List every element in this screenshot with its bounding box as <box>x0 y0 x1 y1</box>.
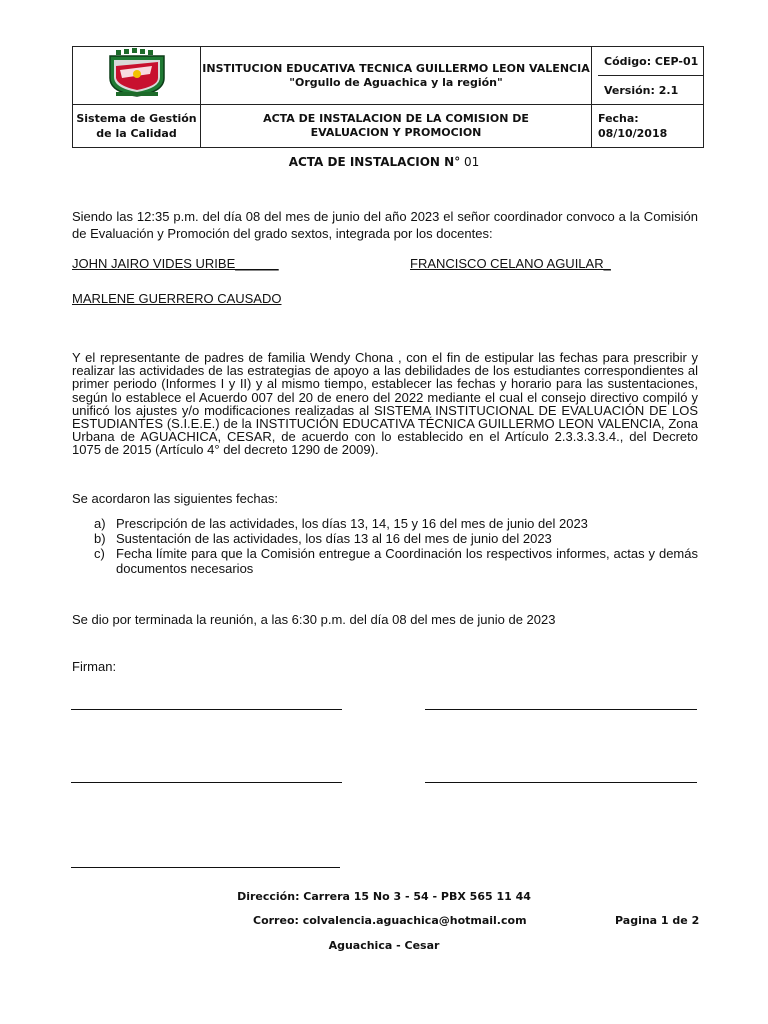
document-header <box>72 46 704 148</box>
quality-system-line2: de la Calidad <box>96 127 177 140</box>
document-code: Código: CEP-01 <box>604 54 699 68</box>
quality-system-cell <box>73 105 201 148</box>
school-crest-icon <box>104 48 170 98</box>
agreements-list <box>72 516 698 576</box>
teacher-name-1: JOHN JAIRO VIDES URIBE______ <box>72 256 279 271</box>
page-title-text: ACTA DE INSTALACION N° <box>288 155 461 169</box>
list-marker: a) <box>94 516 106 531</box>
closing-sentence: Se dio por terminada la reunión, a las 6:30 p.m. del día 08 del mes de junio de 2023 <box>72 612 556 627</box>
document-version: Versión: 2.1 <box>604 83 679 97</box>
footer-email: Correo: colvalencia.aguachica@hotmail.com <box>253 914 527 927</box>
list-marker: c) <box>94 546 105 561</box>
teacher-name-3: MARLENE GUERRERO CAUSADO <box>72 291 282 306</box>
signature-line <box>71 867 340 868</box>
doc-title-line1: ACTA DE INSTALACION DE LA COMISION DE <box>263 112 529 125</box>
signature-line <box>425 782 697 783</box>
list-item-text: Sustentación de las actividades, los días 13 al 16 del mes de junio del 2023 <box>116 531 552 546</box>
list-item <box>72 531 698 546</box>
act-number: 01 <box>464 155 480 169</box>
list-item <box>72 546 698 576</box>
doc-title-line2: EVALUACION Y PROMOCION <box>310 126 482 139</box>
signature-line <box>71 782 342 783</box>
footer-address: Dirección: Carrera 15 No 3 - 54 - PBX 565 11 44 <box>237 890 531 903</box>
list-item-text: Prescripción de las actividades, los días 13, 14, 15 y 16 del mes de junio del 2023 <box>116 516 588 531</box>
code-version-cell <box>592 47 704 105</box>
institution-name: INSTITUCION EDUCATIVA TECNICA GUILLERMO LEON VALENCIA <box>202 61 590 75</box>
teacher-name-2: FRANCISCO CELANO AGUILAR_ <box>410 256 611 271</box>
intro-paragraph: Siendo las 12:35 p.m. del día 08 del mes de junio del año 2023 el señor coordinador convoco a la Comisión de Evaluación y Promoción del grado sextos, integrada por los docentes: <box>72 209 698 241</box>
page-title <box>0 155 768 169</box>
logo-cell <box>73 47 201 105</box>
date-cell <box>592 105 704 148</box>
doc-title-cell <box>201 105 592 148</box>
quality-system-line1: Sistema de Gestión <box>76 112 197 125</box>
footer-city: Aguachica - Cesar <box>328 939 440 952</box>
institution-motto: "Orgullo de Aguachica y la región" <box>289 75 503 89</box>
date-value: 08/10/2018 <box>598 127 668 140</box>
body-paragraph: Y el representante de padres de familia Wendy Chona , con el fin de estipular las fechas para prescribir y realizar las actividades de las estrategias de apoyo a las debilidades de los estudiantes correspondientes al primer periodo (Informes I y II) y al mismo tiempo, establecer las fechas y horario para las sustentaciones, según lo establece el Acuerdo 007 del 20 de enero del 2022 mediante el cual el consejo directivo compiló y unificó los ajustes y/o modificaciones realizadas al SISTEMA INSTITUCIONAL DE EVALUACIÓN DE LOS ESTUDIANTES (S.I.E.E.) de la INSTITUCIÓN EDUCATIVA TÉCNICA GUILLERMO LEON VALENCIA, Zona Urbana de AGUACHICA, CESAR, de acuerdo con lo establecido en el Artículo 2.3.3.3.3.4., del Decreto 1075 de 2015 (Artículo 4° del decreto 1290 de 2009). <box>72 350 698 458</box>
list-item-text: Fecha límite para que la Comisión entregue a Coordinación los respectivos informes, actas y demás documentos necesarios <box>116 546 698 576</box>
list-item <box>72 516 698 531</box>
signature-line <box>71 709 342 710</box>
list-marker: b) <box>94 531 106 546</box>
page-number: Pagina 1 de 2 <box>615 914 700 927</box>
signatures-label: Firman: <box>72 659 117 674</box>
institution-cell <box>201 47 592 105</box>
date-label: Fecha: <box>598 112 639 125</box>
signature-line <box>425 709 697 710</box>
agreements-intro: Se acordaron las siguientes fechas: <box>72 491 278 506</box>
